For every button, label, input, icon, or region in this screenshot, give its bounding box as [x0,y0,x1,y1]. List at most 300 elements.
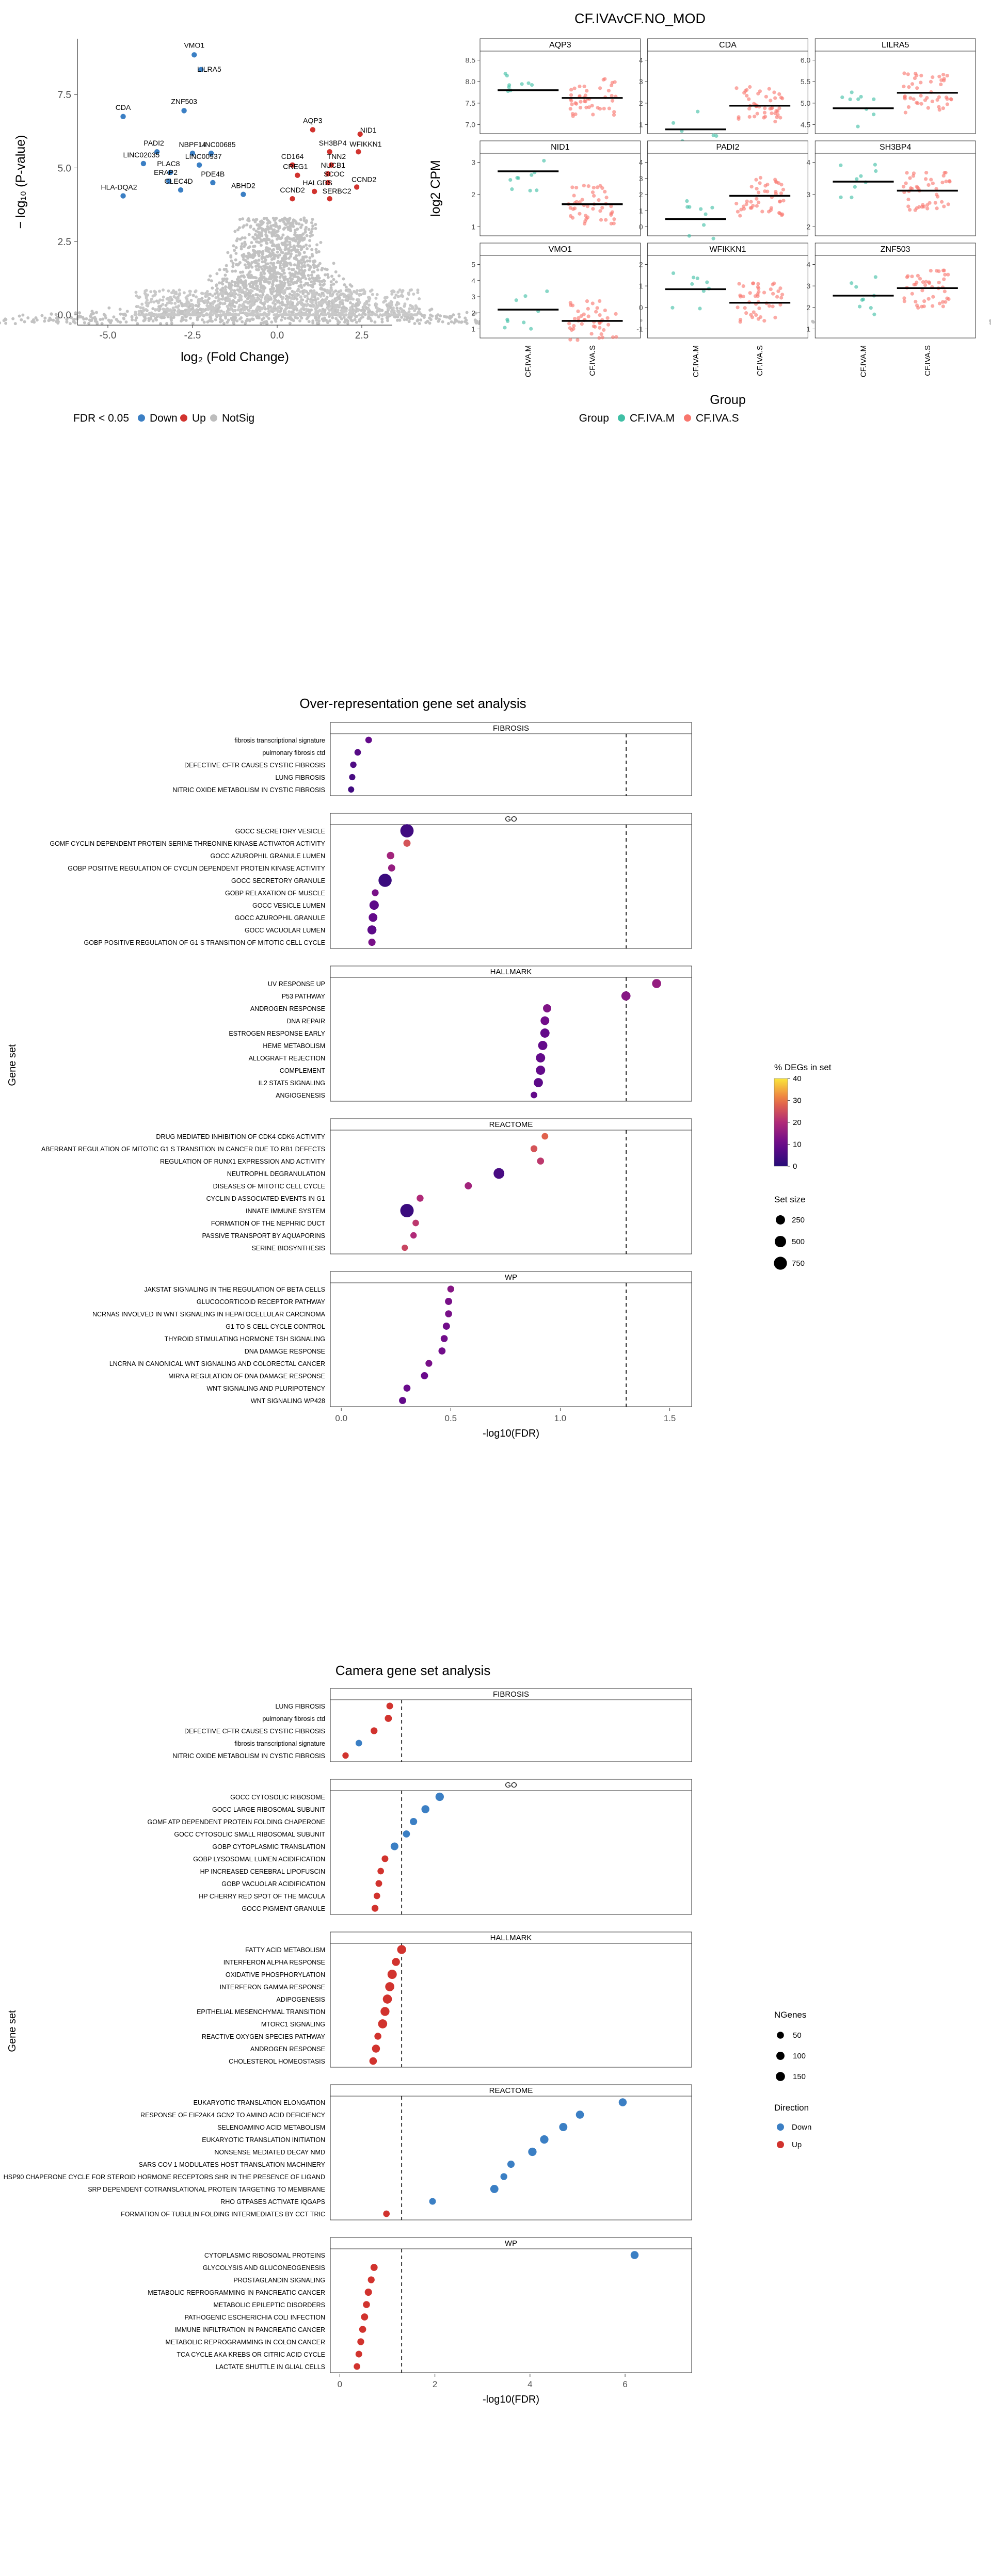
cpm-y-tick: 1 [471,222,475,231]
volcano-legend-label: Down [150,412,178,424]
volcano-ylabel: − log₁₀ (P-value) [13,135,28,229]
volcano-x-tick: -5.0 [99,330,117,341]
gene-set-label: HP INCREASED CEREBRAL LIPOFUSCIN [200,1868,325,1875]
panel-ora [0,686,991,1656]
volcano-cpm-svg [0,0,991,686]
gene-set-label: FORMATION OF TUBULIN FOLDING INTERMEDIATES BY CCT TRIC [121,2211,325,2218]
data-point [531,1145,537,1152]
x-tick: 0.5 [444,1413,457,1423]
size-legend-dot [776,1215,785,1225]
cpm-x-tick: CF.IVA.M [859,345,868,378]
gene-set-label: GOCC LARGE RIBOSOMAL SUBUNIT [212,1806,325,1813]
gene-set-label: JAKSTAT SIGNALING IN THE REGULATION OF BETA CELLS [144,1286,325,1293]
ngenes-legend-label: 100 [793,2052,806,2060]
volcano-y-tick: 7.5 [57,90,71,101]
gene-set-label: HP CHERRY RED SPOT OF THE MACULA [199,1893,325,1900]
volcano-point-label: PLAC8 [157,159,180,168]
data-point [417,1195,423,1201]
data-point [387,1703,393,1710]
y-axis-label: Gene set [7,1044,18,1086]
gene-set-label: NEUTROPHIL DEGRANULATION [227,1170,325,1178]
legend-title-pct: % DEGs in set [774,1062,832,1072]
cpm-legend-title: Group [579,412,609,424]
volcano-legend-label: NotSig [222,412,255,424]
gene-set-label: RESPONSE OF EIF2AK4 GCN2 TO AMINO ACID DEFICIENCY [140,2112,325,2119]
data-point [388,1970,397,1979]
data-point [380,2007,389,2016]
x-axis-label: -log10(FDR) [482,1428,540,1439]
gene-set-label: LUNG FIBROSIS [275,774,325,781]
volcano-legend-title: FDR < 0.05 [73,412,129,424]
data-point [370,900,379,910]
gene-set-label: GOCC VACUOLAR LUMEN [244,927,325,934]
cpm-facet-label: WFIKKN1 [709,245,746,254]
volcano-point-label: CCND2 [280,186,305,195]
cpm-y-tick: 2 [638,190,643,199]
gene-set-label: NCRNAS INVOLVED IN WNT SIGNALING IN HEPATOCELLULAR CARCINOMA [92,1311,325,1318]
gene-set-label: P53 PATHWAY [281,993,325,1000]
gene-set-label: SRP DEPENDENT COTRANSLATIONAL PROTEIN TARGETING TO MEMBRANE [88,2186,325,2193]
facet-strip-label: WP [504,2239,518,2248]
gene-set-label: GOBP CYTOPLASMIC TRANSLATION [212,1843,325,1850]
data-point [370,2057,377,2065]
ngenes-legend-label: 50 [793,2031,802,2040]
volcano-point-label: CREG1 [283,162,308,171]
cpm-facet-label: ZNF503 [880,245,910,254]
gene-set-label: REACTIVE OXYGEN SPECIES PATHWAY [201,2033,325,2040]
cpm-x-tick: CF.IVA.S [588,345,597,376]
data-point [367,925,377,935]
gene-set-label: PROSTAGLANDIN SIGNALING [233,2277,325,2284]
cpm-y-tick: 5.0 [800,99,811,107]
data-point [541,1133,548,1140]
data-point [621,991,631,1001]
x-tick: 4 [528,2379,533,2389]
data-point [355,749,361,756]
data-point [531,1092,537,1099]
volcano-point-label: HLA-DQA2 [101,183,137,191]
gene-set-label: GOMF ATP DEPENDENT PROTEIN FOLDING CHAPERONE [147,1818,325,1826]
gene-set-label: pulmonary fibrosis ctd [262,749,325,756]
data-point [425,1360,432,1366]
data-point [576,2111,584,2119]
volcano-point-label: LINC00937 [185,152,222,160]
data-point [363,2301,370,2308]
cpm-y-tick: 0 [638,222,643,231]
cpm-y-tick: 2 [638,99,643,107]
cpm-y-tick: 1 [806,325,811,333]
cpm-y-tick: 2 [806,222,811,231]
volcano-point-label: PDE4B [201,169,225,178]
x-tick: 0.0 [335,1413,348,1423]
volcano-point-label: SERBC2 [322,187,351,196]
data-point [372,2044,380,2053]
data-point [369,939,376,946]
direction-legend-label: Up [792,2140,802,2149]
cpm-y-tick: 2 [638,260,643,269]
data-point [365,2289,372,2296]
size-legend-dot [774,1257,787,1269]
pct-tick: 0 [793,1162,797,1171]
data-point [559,2123,567,2131]
data-point [375,1880,382,1887]
panel-separator [0,454,991,490]
data-point [385,1982,394,1991]
x-tick: 6 [622,2379,628,2389]
gene-set-label: WNT SIGNALING AND PLURIPOTENCY [206,1385,325,1392]
direction-legend-dot [777,2123,784,2131]
gene-set-label: SARS COV 1 MODULATES HOST TRANSLATION MACHINERY [138,2161,325,2168]
facet-strip-label: GO [505,815,517,824]
data-point [399,1397,406,1404]
cpm-y-tick: 3 [638,77,643,86]
data-point [538,1041,548,1050]
volcano-point-label: SCOC [324,169,345,178]
gene-set-label: DNA DAMAGE RESPONSE [244,1348,325,1355]
gene-set-label: ANGIOGENESIS [276,1092,325,1099]
gene-set-label: GOBP POSITIVE REGULATION OF G1 S TRANSITION OF MITOTIC CELL CYCLE [84,939,325,946]
data-point [350,762,356,768]
gene-set-label: TCA CYCLE AKA KREBS OR CITRIC ACID CYCLE [177,2351,325,2358]
cpm-y-tick: 2 [471,309,475,317]
cpm-facet-label: PADI2 [716,143,740,152]
data-point [445,1298,452,1305]
gene-set-label: GOMF CYCLIN DEPENDENT PROTEIN SERINE THREONINE KINASE ACTIVATOR ACTIVITY [50,840,325,847]
gene-set-label: EPITHELIAL MESENCHYMAL TRANSITION [197,2008,325,2016]
cpm-y-tick: 4.5 [800,120,811,129]
data-point [400,1204,413,1217]
volcano-point-label: CCND2 [351,175,377,184]
data-point [378,874,392,887]
gene-set-label: THYROID STIMULATING HORMONE TSH SIGNALING [164,1335,325,1343]
legend-title-direction: Direction [774,2103,809,2113]
gene-set-label: ALLOGRAFT REJECTION [248,1055,325,1062]
x-axis-label: -log10(FDR) [482,2394,540,2405]
data-point [421,1805,429,1813]
gene-set-label: HSP90 CHAPERONE CYCLE FOR STEROID HORMONE RECEPTORS SHR IN THE PRESENCE OF LIGAND [3,2174,325,2181]
gene-set-label: GLUCOCORTICOID RECEPTOR PATHWAY [196,1298,325,1306]
cpm-facet-label: CDA [719,41,737,50]
cpm-facet [801,39,976,134]
volcano-point-label: CD164 [281,152,304,160]
volcano-x-tick: -2.5 [184,330,201,341]
gene-set-label: HEME METABOLISM [263,1042,325,1050]
gene-set-label: GOCC PIGMENT GRANULE [242,1905,325,1912]
cpm-ylabel: log2 CPM [428,160,443,217]
gene-set-label: GOCC SECRETORY GRANULE [231,877,325,884]
data-point [429,2198,436,2205]
data-point [374,2033,381,2040]
gene-set-label: INNATE IMMUNE SYSTEM [246,1208,325,1215]
gene-set-label: SERINE BIOSYNTHESIS [251,1245,325,1252]
legend-title-ngenes: NGenes [774,2010,807,2020]
cpm-y-tick: 7.0 [465,120,475,129]
cpm-facet [807,141,976,236]
cpm-y-tick: -1 [636,325,643,333]
volcano-legend-dot [138,414,145,422]
volcano-legend-label: Up [192,412,206,424]
gene-set-label: SELENOAMINO ACID METABOLISM [217,2124,325,2131]
gene-set-label: ANDROGEN RESPONSE [250,1005,325,1012]
gene-set-label: GOBP LYSOSOMAL LUMEN ACIDIFICATION [193,1856,325,1863]
data-point [410,1818,417,1825]
volcano-y-tick: 0.0 [57,310,71,321]
data-point [357,2338,364,2345]
cpm-y-tick: 4 [806,260,811,269]
cpm-facet-label: NID1 [551,143,570,152]
gene-set-label: REGULATION OF RUNX1 EXPRESSION AND ACTIVITY [160,1158,325,1165]
volcano-point-label: LINC00685 [199,140,236,149]
gene-set-label: COMPLEMENT [279,1067,325,1074]
gene-set-label: LNCRNA IN CANONICAL WNT SIGNALING AND COLORECTAL CANCER [109,1360,325,1367]
cpm-facet-label: VMO1 [548,245,572,254]
facet-strip-label: WP [504,1273,518,1282]
data-point [383,1994,392,2004]
gene-set-label: GOCC AZUROPHIL GRANULE [234,914,325,922]
data-point [443,1323,450,1330]
panel1-title: CF.IVAvCF.NO_MOD [574,11,706,26]
cpm-facet-label: SH3BP4 [879,143,912,152]
legend-title-size: Set size [774,1195,806,1204]
data-point [421,1372,428,1379]
x-tick: 2 [432,2379,438,2389]
cpm-facet [639,39,808,148]
gene-set-label: G1 TO S CELL CYCLE CONTROL [226,1323,325,1330]
data-point [372,1905,378,1911]
cpm-y-tick: 3 [806,190,811,199]
volcano-legend-dot [180,414,187,422]
data-point [441,1335,448,1342]
volcano-point-label: LINC02035 [123,150,160,159]
data-point [631,2251,639,2259]
cpm-legend-dot [684,414,691,422]
volcano-legend-dot [210,414,217,422]
gene-set-label: CYCLIN D ASSOCIATED EVENTS IN G1 [206,1195,325,1202]
y-axis-label: Gene set [7,2010,18,2052]
gene-set-label: MIRNA REGULATION OF DNA DAMAGE RESPONSE [168,1373,325,1380]
data-point [371,2264,378,2271]
gene-set-label: pulmonary fibrosis ctd [262,1715,325,1722]
volcano-point-label: ERAP2 [154,168,178,177]
data-point [402,1245,408,1251]
cpm-y-tick: 4 [471,276,475,285]
cpm-x-tick: CF.IVA.M [524,345,533,378]
data-point [383,2211,390,2217]
cpm-facet-label: AQP3 [549,41,571,50]
cpm-y-tick: 8.0 [465,77,475,86]
ora-svg [0,686,991,1656]
data-point [369,913,377,922]
cpm-legend-label: CF.IVA.M [630,412,675,424]
gene-set-label: FORMATION OF THE NEPHRIC DUCT [211,1220,325,1227]
gene-set-label: LUNG FIBROSIS [275,1703,325,1710]
data-point [378,2019,387,2028]
cpm-y-tick: 3 [638,174,643,183]
panel-volcano-cpm [0,0,991,686]
size-legend-dot [775,1236,786,1247]
gene-set-label: GOCC CYTOSOLIC RIBOSOME [230,1794,325,1801]
data-point [388,864,395,872]
gene-set-label: ABERRANT REGULATION OF MITOTIC G1 S TRANSITION IN CANCER DUE TO RB1 DEFECTS [41,1146,325,1153]
gene-set-label: EUKARYOTIC TRANSLATION INITIATION [202,2136,325,2144]
gene-set-label: NITRIC OXIDE METABOLISM IN CYSTIC FIBROSIS [172,786,325,794]
direction-legend-dot [777,2141,784,2148]
cpm-x-tick: CF.IVA.S [756,345,765,376]
gene-set-label: PATHOGENIC ESCHERICHIA COLI INFECTION [184,2314,325,2321]
gene-set-label: NITRIC OXIDE METABOLISM IN CYSTIC FIBROSIS [172,1752,325,1760]
data-point [540,2135,548,2144]
x-tick: 1.5 [663,1413,676,1423]
cpm-y-tick: 1 [471,325,475,333]
gene-set-label: DRUG MEDIATED INHIBITION OF CDK4 CDK6 ACTIVITY [156,1133,325,1140]
data-point [404,1384,411,1392]
cpm-y-tick: 1 [638,206,643,215]
gene-set-label: fibrosis transcriptional signature [234,737,325,744]
cpm-y-tick: 5 [471,260,475,269]
cpm-facet-label: LILRA5 [881,41,909,50]
gene-set-label: EUKARYOTIC TRANSLATION ELONGATION [193,2099,325,2106]
data-point [349,774,355,780]
gene-set-label: PASSIVE TRANSPORT BY AQUAPORINS [202,1232,325,1239]
gene-set-label: fibrosis transcriptional signature [234,1740,325,1747]
chart-title: Over-representation gene set analysis [299,696,526,711]
volcano-point-label: NID1 [360,126,377,134]
cpm-facet [471,141,640,236]
data-point [356,1740,362,1747]
gene-set-label: DNA REPAIR [286,1018,325,1025]
gene-set-label: NONSENSE MEDIATED DECAY NMD [214,2149,325,2156]
pct-tick: 20 [793,1118,802,1127]
volcano-point-label: ZNF503 [171,97,197,106]
cpm-y-tick: 8.5 [465,56,475,65]
cpm-y-tick: 4 [638,56,643,65]
gene-set-label: ESTROGEN RESPONSE EARLY [229,1030,325,1037]
data-point [652,979,661,988]
volcano-point-label: LILRA5 [197,65,221,73]
gene-set-label: ADIPOGENESIS [276,1996,325,2003]
gene-set-label: GOBP VACUOLAR ACIDIFICATION [221,1880,325,1888]
gene-set-label: METABOLIC REPROGRAMMING IN PANCREATIC CANCER [148,2289,325,2296]
camera-svg [0,1656,991,2576]
gene-set-label: GLYCOLYSIS AND GLUCONEOGENESIS [202,2264,325,2272]
gene-set-label: IMMUNE INFILTRATION IN PANCREATIC CANCER [174,2326,325,2333]
cpm-y-tick: 1 [638,120,643,129]
cpm-y-tick: 2 [471,190,475,199]
gene-set-label: ANDROGEN RESPONSE [250,2046,325,2053]
gene-set-label: UV RESPONSE UP [267,980,325,988]
volcano-x-tick: 2.5 [355,330,369,341]
data-point [385,1715,392,1722]
data-point [361,2313,368,2321]
cpm-y-tick: 4 [806,158,811,167]
cpm-y-tick: 1 [638,282,643,291]
cpm-facet [639,141,808,240]
facet-strip-label: REACTOME [489,2086,533,2095]
gene-set-label: METABOLIC REPROGRAMMING IN COLON CANCER [165,2339,325,2346]
data-point [501,2173,507,2180]
data-point [354,2363,360,2370]
gene-set-label: FATTY ACID METABOLISM [245,1946,325,1954]
volcano-point-label: ABHD2 [231,181,255,190]
cpm-y-tick: 5.5 [800,77,811,86]
data-point [404,840,411,847]
data-point [445,1310,452,1317]
data-point [372,889,378,896]
data-point [403,1830,410,1838]
gene-set-label: WNT SIGNALING WP428 [250,1397,325,1405]
cpm-y-tick: 6.0 [800,56,811,65]
gene-set-label: OXIDATIVE PHOSPHORYLATION [225,1971,325,1978]
x-tick: 0 [337,2379,343,2389]
volcano-point-label: WFIKKN1 [349,140,382,149]
data-point [540,1017,549,1025]
data-point [392,1958,400,1966]
cpm-legend-dot [618,414,625,422]
gene-set-label: DISEASES OF MITOTIC CELL CYCLE [213,1183,325,1190]
size-legend-label: 500 [792,1237,805,1246]
data-point [397,1945,406,1954]
data-point [447,1285,454,1292]
data-point [619,2098,627,2106]
cpm-xlabel: Group [710,393,746,407]
cpm-y-tick: 7.5 [465,99,475,107]
volcano-point-label: NUCB1 [321,160,346,169]
ngenes-legend-label: 150 [793,2072,806,2081]
data-point [374,1893,380,1899]
pct-tick: 30 [793,1096,802,1105]
data-point [536,1053,545,1062]
volcano-point-label: PADI2 [143,139,164,148]
facet-strip-label: FIBROSIS [492,724,530,733]
cpm-y-tick: 0 [638,303,643,312]
gene-set-label: GOBP POSITIVE REGULATION OF CYCLIN DEPENDENT PROTEIN KINASE ACTIVITY [68,865,325,872]
pct-tick: 40 [793,1074,802,1083]
facet-strip-label: GO [505,1781,517,1790]
volcano-x-tick: 0.0 [270,330,284,341]
data-point [507,2161,515,2168]
cpm-x-tick: CF.IVA.M [691,345,700,378]
volcano-point-label: AQP3 [303,116,323,125]
gene-set-label: INTERFERON GAMMA RESPONSE [219,1984,325,1991]
volcano-point-label: SH3BP4 [318,139,347,148]
cpm-x-tick: CF.IVA.S [923,345,932,376]
data-point [528,2148,536,2156]
gene-set-label: GOBP RELAXATION OF MUSCLE [225,890,325,897]
volcano-point-label: TNN2 [327,152,346,160]
size-legend-label: 750 [792,1259,805,1268]
facet-strip-label: HALLMARK [490,968,532,976]
volcano-point-label: CLEC4D [164,177,193,186]
data-point [391,1842,398,1850]
data-point [348,786,354,793]
data-point [536,1066,545,1075]
data-point [465,1182,472,1189]
data-point [537,1157,544,1165]
data-point [438,1347,445,1355]
data-point [342,1752,348,1759]
data-point [412,1220,419,1227]
facet-strip-label: HALLMARK [490,1934,532,1942]
data-point [381,1856,388,1862]
x-tick: 1.0 [554,1413,567,1423]
chart-title: Camera gene set analysis [335,1663,491,1678]
facet-strip-label: REACTOME [489,1120,533,1129]
data-point [540,1028,550,1038]
volcano-point-label: HALGDS [302,179,332,187]
volcano-point-label: CDA [115,103,131,111]
gene-set-label: GOCC SECRETORY VESICLE [235,828,325,835]
cpm-y-tick: 3 [806,282,811,291]
